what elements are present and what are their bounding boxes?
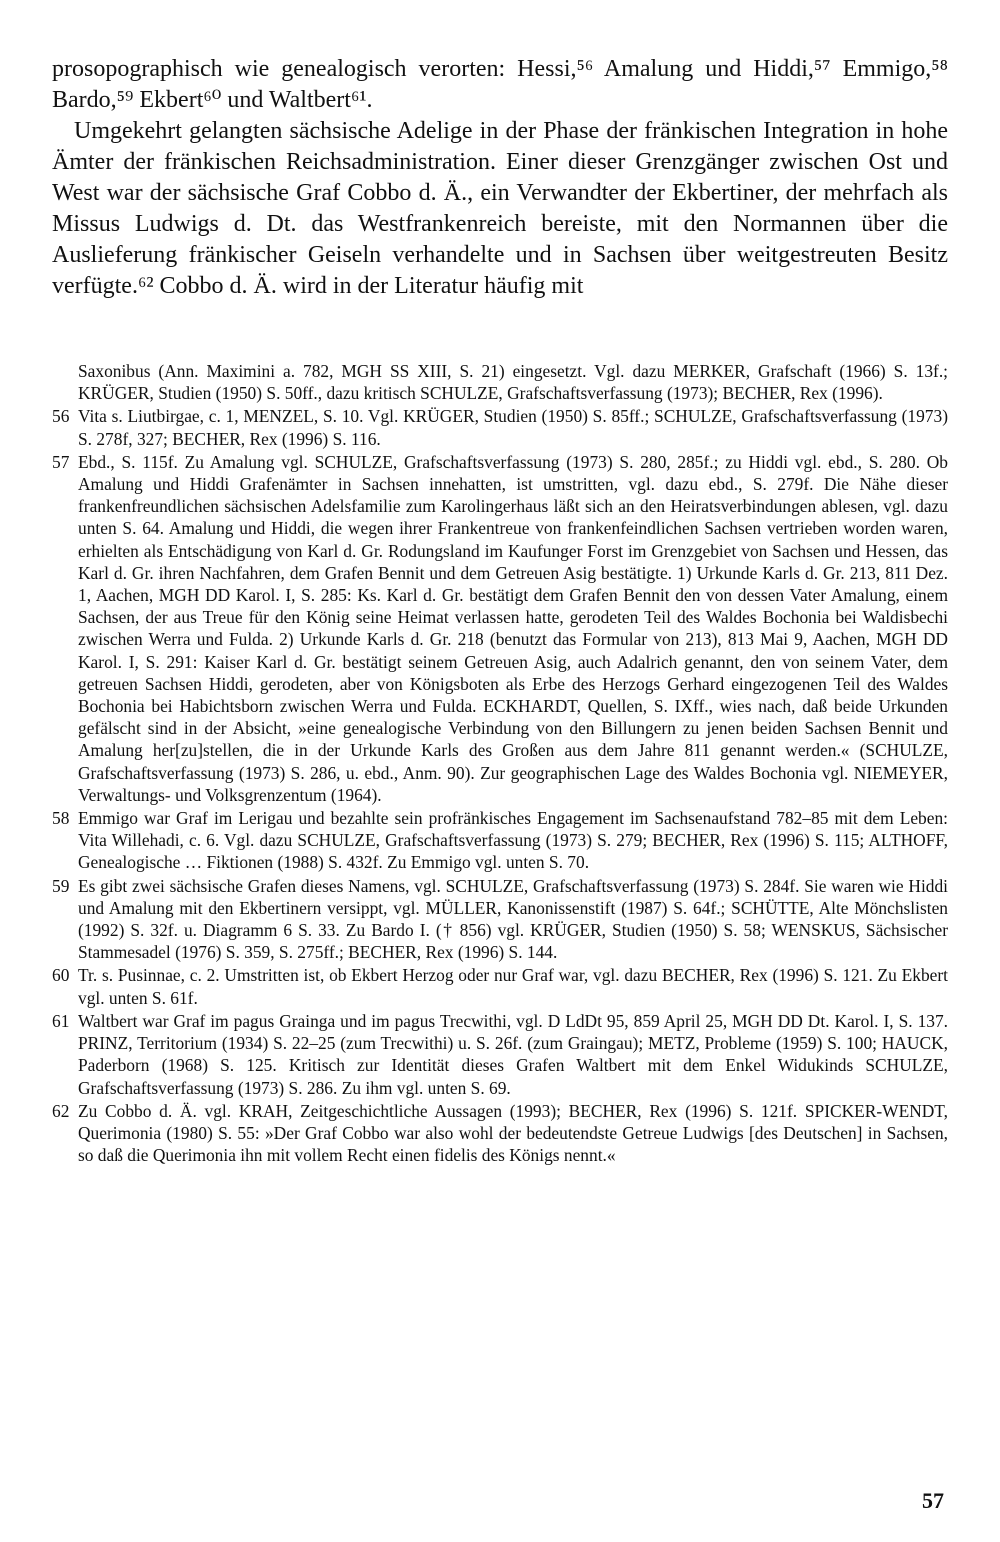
footnote-58 (52, 807, 948, 874)
body-paragraph-1: prosopographisch wie genealogisch verorten: Hessi,⁵⁶ Amalung und Hiddi,⁵⁷ Emmigo,⁵⁸ Bardo,⁵⁹ Ekbert⁶⁰ und Waltbert⁶¹. (52, 56, 948, 113)
footnote-number: 61 (52, 1010, 70, 1031)
page-number: 57 (922, 1488, 944, 1513)
footnote-number: 56 (52, 406, 70, 427)
footnote-text: Ebd., S. 115f. Zu Amalung vgl. SCHULZE, Grafschaftsverfassung (1973) S. 280, 285f.; zu Hiddi vgl. ebd., S. 280. Ob Amalung und Hiddi Grafenämter in Sachsen innehatten, ist umstritten, vgl. dazu ebd., S. 279f. Die Nähe dieser frankenfreundlichen sächsischen Adelsfamilie zum Karolingerhaus läßt sich an den Heiratsverbindungen ablesen, vgl. dazu unten S. 64. Amalung und Hiddi, die wegen ihrer Frankentreue von frankenfeindlichen Sachsen vertrieben worden waren, erhielten als Entschädigung von Karl d. Gr. Rodungsland im Kaufunger Forst im Grenzgebiet von Sachsen und Hessen, das Karl d. Gr. ihren Nachfahren, dem Grafen Bennit und dem Getreuen Asig bestätigte. 1) Urkunde Karls d. Gr. 213, 811 Dez. 1, Aachen, MGH DD Karol. I, S. 285: Ks. Karl d. Gr. bestätigt dem Grafen Bennit den von dessen Vater Amalung, einem Sachsen, der aus Treue für den König seine Heimat verlassen hatte, gerodeten Teil des Waldes Bochonia bei Waldisbechi zwischen Werra und Fulda. 2) Urkunde Karls d. Gr. 218 (benutzt das Formular von 213), 813 Mai 9, Aachen, MGH DD Karol. I, S. 291: Kaiser Karl d. Gr. bestätigt seinem Getreuen Asig, auch Adalrich genannt, den von seinem Vater, dem getreuen Sachsen Hiddi, gerodeten, aber von Königsboten als Erbe des Herzogs Gerhard eingezogenen Teil des Waldes Bochonia bei Habichtsborn zwischen Werra und Fulda. ECKHARDT, Quellen, S. IXff., wies nach, daß beide Urkunden gefälscht sind in der Absicht, »eine genealogische Verbindung von den Billungern zu jenen beiden Sachsen Bennit und Amalung her[zu]stellen, die in der Urkunde Karls des Großen aus dem Jahre 811 genannt werden.« (SCHULZE, Grafschaftsverfassung (1973) S. 286, u. ebd., Anm. 90). Zur geographischen Lage des Waldes Bochonia vgl. NIEMEYER, Verwaltungs- und Volksgrenzentum (1964). (78, 451, 948, 805)
footnote-text: Vita s. Liutbirgae, c. 1, MENZEL, S. 10. Vgl. KRÜGER, Studien (1950) S. 85ff.; SCHULZE, Grafschaftsverfassung (1973) S. 278f, 327; BECHER, Rex (1996) S. 116. (78, 406, 948, 449)
footnote-text: Es gibt zwei sächsische Grafen dieses Namens, vgl. SCHULZE, Grafschaftsverfassung (1973) S. 284f. Sie waren wie Hiddi und Amalung mit den Ekbertinern versippt, vgl. MÜLLER, Kanonissenstift (1987) S. 64f.; SCHÜTTE, Alte Mönchslisten (1992) S. 32f. u. Diagramm 6 S. 33. Zu Bardo I. († 856) vgl. KRÜGER, Studien (1950) S. 58; WENSKUS, Sächsischer Stammesadel (1976) S. 359, S. 275ff.; BECHER, Rex (1996) S. 144. (78, 875, 948, 963)
footnote-number: 62 (52, 1100, 70, 1121)
footnote-number: 59 (52, 875, 70, 896)
main-text-block (52, 54, 948, 302)
footnote-text: Waltbert war Graf im pagus Grainga und im pagus Trecwithi, vgl. D LdDt 95, 859 April 25, MGH DD Dt. Karol. I, S. 137. PRINZ, Territorium (1934) S. 22–25 (zum Trecwithi) u. S. 26f. (zum Graingau); METZ, Probleme (1959) S. 100; HAUCK, Paderborn (1968) S. 125. Kritisch zur Identität dieses Grafen Waltbert mit dem Enkel Widukinds SCHULZE, Grafschaftsverfassung (1973) S. 286. Zu ihm vgl. unten S. 69. (78, 1010, 948, 1098)
footnote-60 (52, 964, 948, 1008)
footnote-number: 57 (52, 451, 70, 472)
footnote-62 (52, 1100, 948, 1167)
footnote-text: Tr. s. Pusinnae, c. 2. Umstritten ist, ob Ekbert Herzog oder nur Graf war, vgl. dazu BECHER, Rex (1996) S. 121. Zu Ekbert vgl. unten S. 61f. (78, 965, 948, 1008)
footnote-number: 60 (52, 965, 70, 986)
body-paragraph-2: Umgekehrt gelangten sächsische Adelige in der Phase der fränkischen Integration in hohe Ämter der fränkischen Reichsadministration. Einer dieser Grenzgänger zwischen Ost und West war der sächsische Graf Cobbo d. Ä., ein Verwandter der Ekbertiner, der mehrfach als Missus Ludwigs d. Dt. das Westfrankenreich bereiste, mit den Normannen über die Auslieferung fränkischer Geiseln verhandelte und in Sachsen über weitgestreuten Besitz verfügte.⁶² Cobbo d. Ä. wird in der Literatur häufig mit (52, 118, 948, 299)
footnote-57 (52, 451, 948, 806)
footnote-61 (52, 1010, 948, 1099)
footnote-text: Zu Cobbo d. Ä. vgl. KRAH, Zeitgeschichtliche Aussagen (1993); BECHER, Rex (1996) S. 121f. SPICKER-WENDT, Querimonia (1980) S. 55: »Der Graf Cobbo war also wohl der bedeutendste Getreue Ludwigs [des Deutschen] in Sachsen, so daß die Querimonia ihn mit vollem Recht einen fidelis des Königs nennt.« (78, 1100, 948, 1166)
footnote-continuation: Saxonibus (Ann. Maximini a. 782, MGH SS XIII, S. 21) eingesetzt. Vgl. dazu MERKER, Grafschaft (1966) S. 13f.; KRÜGER, Studien (1950) S. 50ff., dazu kritisch SCHULZE, Grafschaftsverfassung (1973); BECHER, Rex (1996). (78, 361, 948, 404)
footnote-56 (52, 405, 948, 449)
footnote-text: Emmigo war Graf im Lerigau und bezahlte sein profränkisches Engagement im Sachsenaufstand 782–85 mit dem Leben: Vita Willehadi, c. 6. Vgl. dazu SCHULZE, Grafschaftsverfassung (1973) S. 279; BECHER, Rex (1996) S. 115; ALTHOFF, Genealogische … Fiktionen (1988) S. 432f. Zu Emmigo vgl. unten S. 70. (78, 808, 948, 873)
footnote-59 (52, 875, 948, 964)
footnote-number: 58 (52, 808, 70, 829)
footnotes-block (52, 360, 948, 1167)
